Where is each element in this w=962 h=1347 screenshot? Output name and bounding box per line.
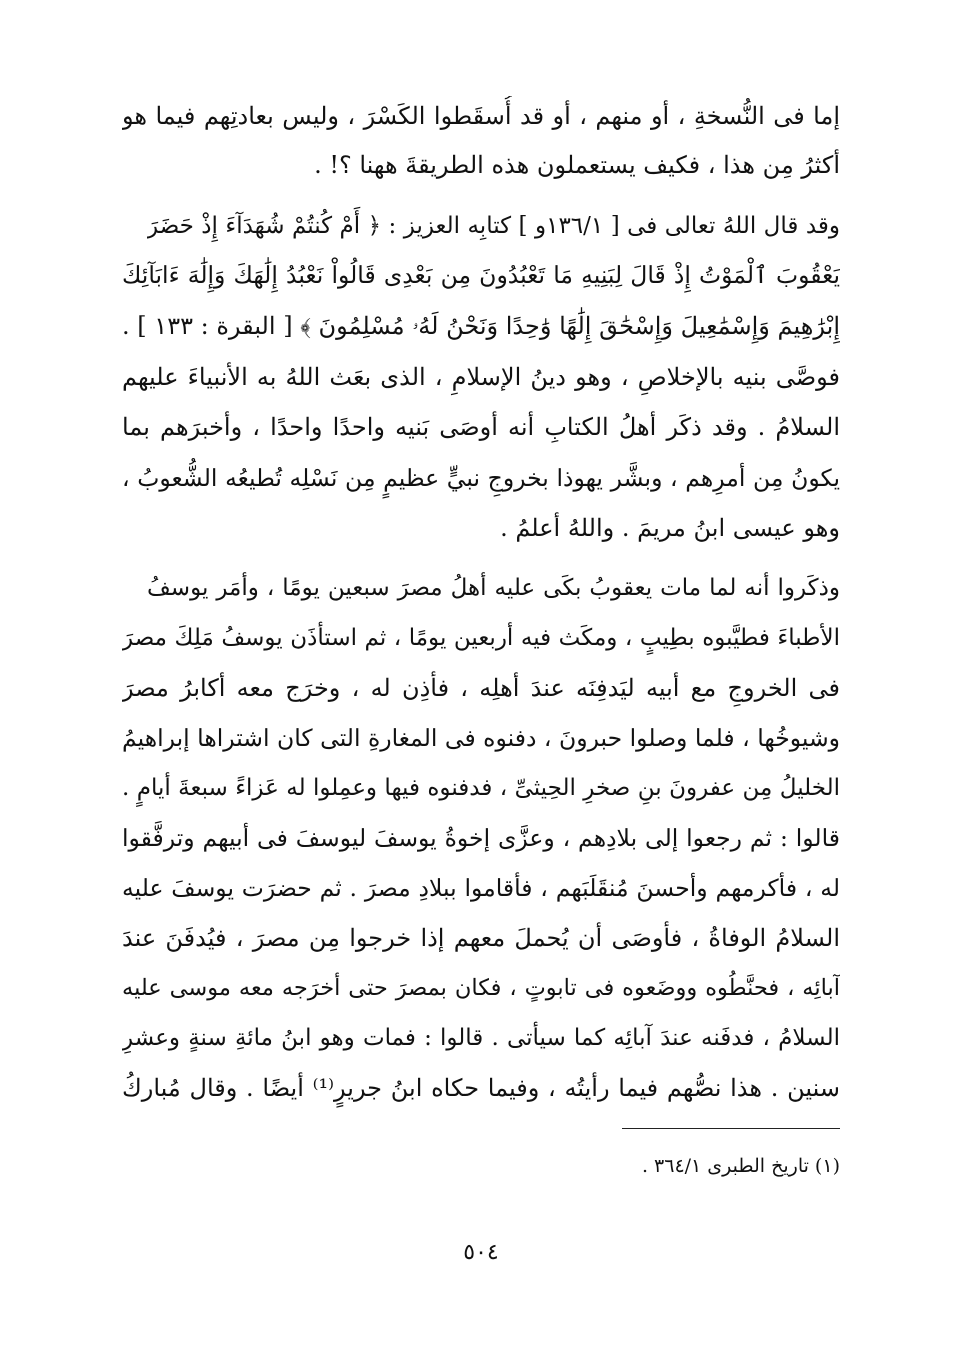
text-line: فى الخروجِ مع أبيه ليَدفِنَه عندَ أهلِه ، فأذِن له ، وخرَج معه أكابرُ مصرَ — [122, 674, 840, 702]
footnote-divider — [622, 1128, 840, 1129]
text-line: سنين . هذا نصُّهم فيما رأيتُه ، وفيما حكاه ابنُ جريرٍ⁽¹⁾ أيضًا . وقال مُباركُ — [122, 1074, 840, 1102]
text-line: آبائِه ، فحنَّطُوه ووضَعوه فى تابوتٍ ، فكان بمصرَ حتى أخرَجه معه موسى عليه — [122, 975, 840, 1001]
text-line: السلامُ . وقد ذكَر أهلُ الكتابِ أنه أوصَى بَنيه واحدًا واحدًا ، وأخبرَهم بما — [122, 413, 840, 441]
text-line: وهو عيسى ابنُ مريمَ . واللهُ أعلمُ . — [500, 514, 840, 542]
text-line: الخليلُ مِن عفرونَ بنِ صخرِ الحِيثىِّ ، فدفنوه فيها وعمِلوا له عَزاءً سبعةَ أيامٍ . — [122, 775, 840, 801]
text-line: السلامُ ، فدفَنه عندَ آبائِه كما سيأتى . قالوا : فمات وهو ابنُ مائةِ سنةٍ وعشرِ — [122, 1025, 840, 1051]
text-line: وذكَروا أنه لما مات يعقوبُ بكَى عليه أهلُ مصرَ سبعين يومًا ، وأمَر يوسفُ — [147, 575, 840, 601]
footnote: (١) تاريخ الطبرى ٣٦٤/١ . — [641, 1155, 840, 1177]
text-line: وشيوخُها ، فلما وصلوا حبرونَ ، دفنوه فى المغارةِ التى كان اشتراها إبراهيمُ — [122, 724, 840, 752]
text-line: أكثرُ مِن هذا ، فكيف يستعملون هذه الطريقةَ ههنا ؟! . — [314, 151, 840, 179]
quran-line: يَعْقُوبَ ٱلْمَوْتُ إِذْ قَالَ لِبَنِيهِ مَا تَعْبُدُونَ مِن بَعْدِى قَالُواْ نَعْبُدُ إِلَٰهَكَ وَإِلَٰهَ ءَابَآئِكَ — [122, 261, 840, 289]
text-line: وقد قال اللهُ تعالى فى [ ١٣٦/١و ] كتابِه العزيز : ﴿ أَمْ كُنتُمْ شُهَدَآءَ إِذْ حَضَرَ — [147, 213, 840, 239]
page-number: ٥٠٤ — [463, 1240, 499, 1265]
text-line: الأطباءَ فطيَّبوه بطِيبٍ ، ومكَث فيه أربعين يومًا ، ثم استأذَن يوسفُ مَلِكَ مصرَ — [122, 625, 840, 651]
text-line: يكونُ مِن أمرِهم ، وبشَّر يهوذا بخروجِ نبيٍّ عظيمٍ مِن نَسْلِه تُطيعُه الشُّعوبُ ، — [122, 464, 840, 492]
text-line: له ، فأكرمهم وأحسنَ مُنقَلَبَهم ، فأقاموا ببلادِ مصرَ . ثم حضرَت يوسفَ عليه — [122, 874, 840, 902]
quran-line: إِبْرَٰهِيمَ وَإِسْمَٰعِيلَ وَإِسْحَٰقَ إِلَٰهًا وَٰحِدًا وَنَحْنُ لَهُۥ مُسْلِمُونَ ﴾ [ البقرة : ١٣٣ ] . — [122, 312, 840, 340]
text-line: السلامُ الوفاةُ ، فأوصَى أن يُحملَ معهم إذا خرجوا مِن مصرَ ، فيُدفَنَ عندَ — [122, 924, 840, 952]
text-line: قالوا : ثم رجعوا إلى بلادِهم ، وعزَّى إخوةُ يوسفَ ليوسفَ فى أبيهم وترفَّقوا — [122, 824, 840, 852]
text-line: فوصَّى بنيه بالإخلاصِ ، وهو دينُ الإسلامِ ، الذى بعَث اللهُ به الأنبياءَ عليهم — [122, 363, 840, 391]
text-line: إما فى النُّسخةِ ، أو منهم ، أو قد أُسقَطوا الكَسْرَ ، وليس بعادتِهم فيما هو — [122, 102, 840, 130]
